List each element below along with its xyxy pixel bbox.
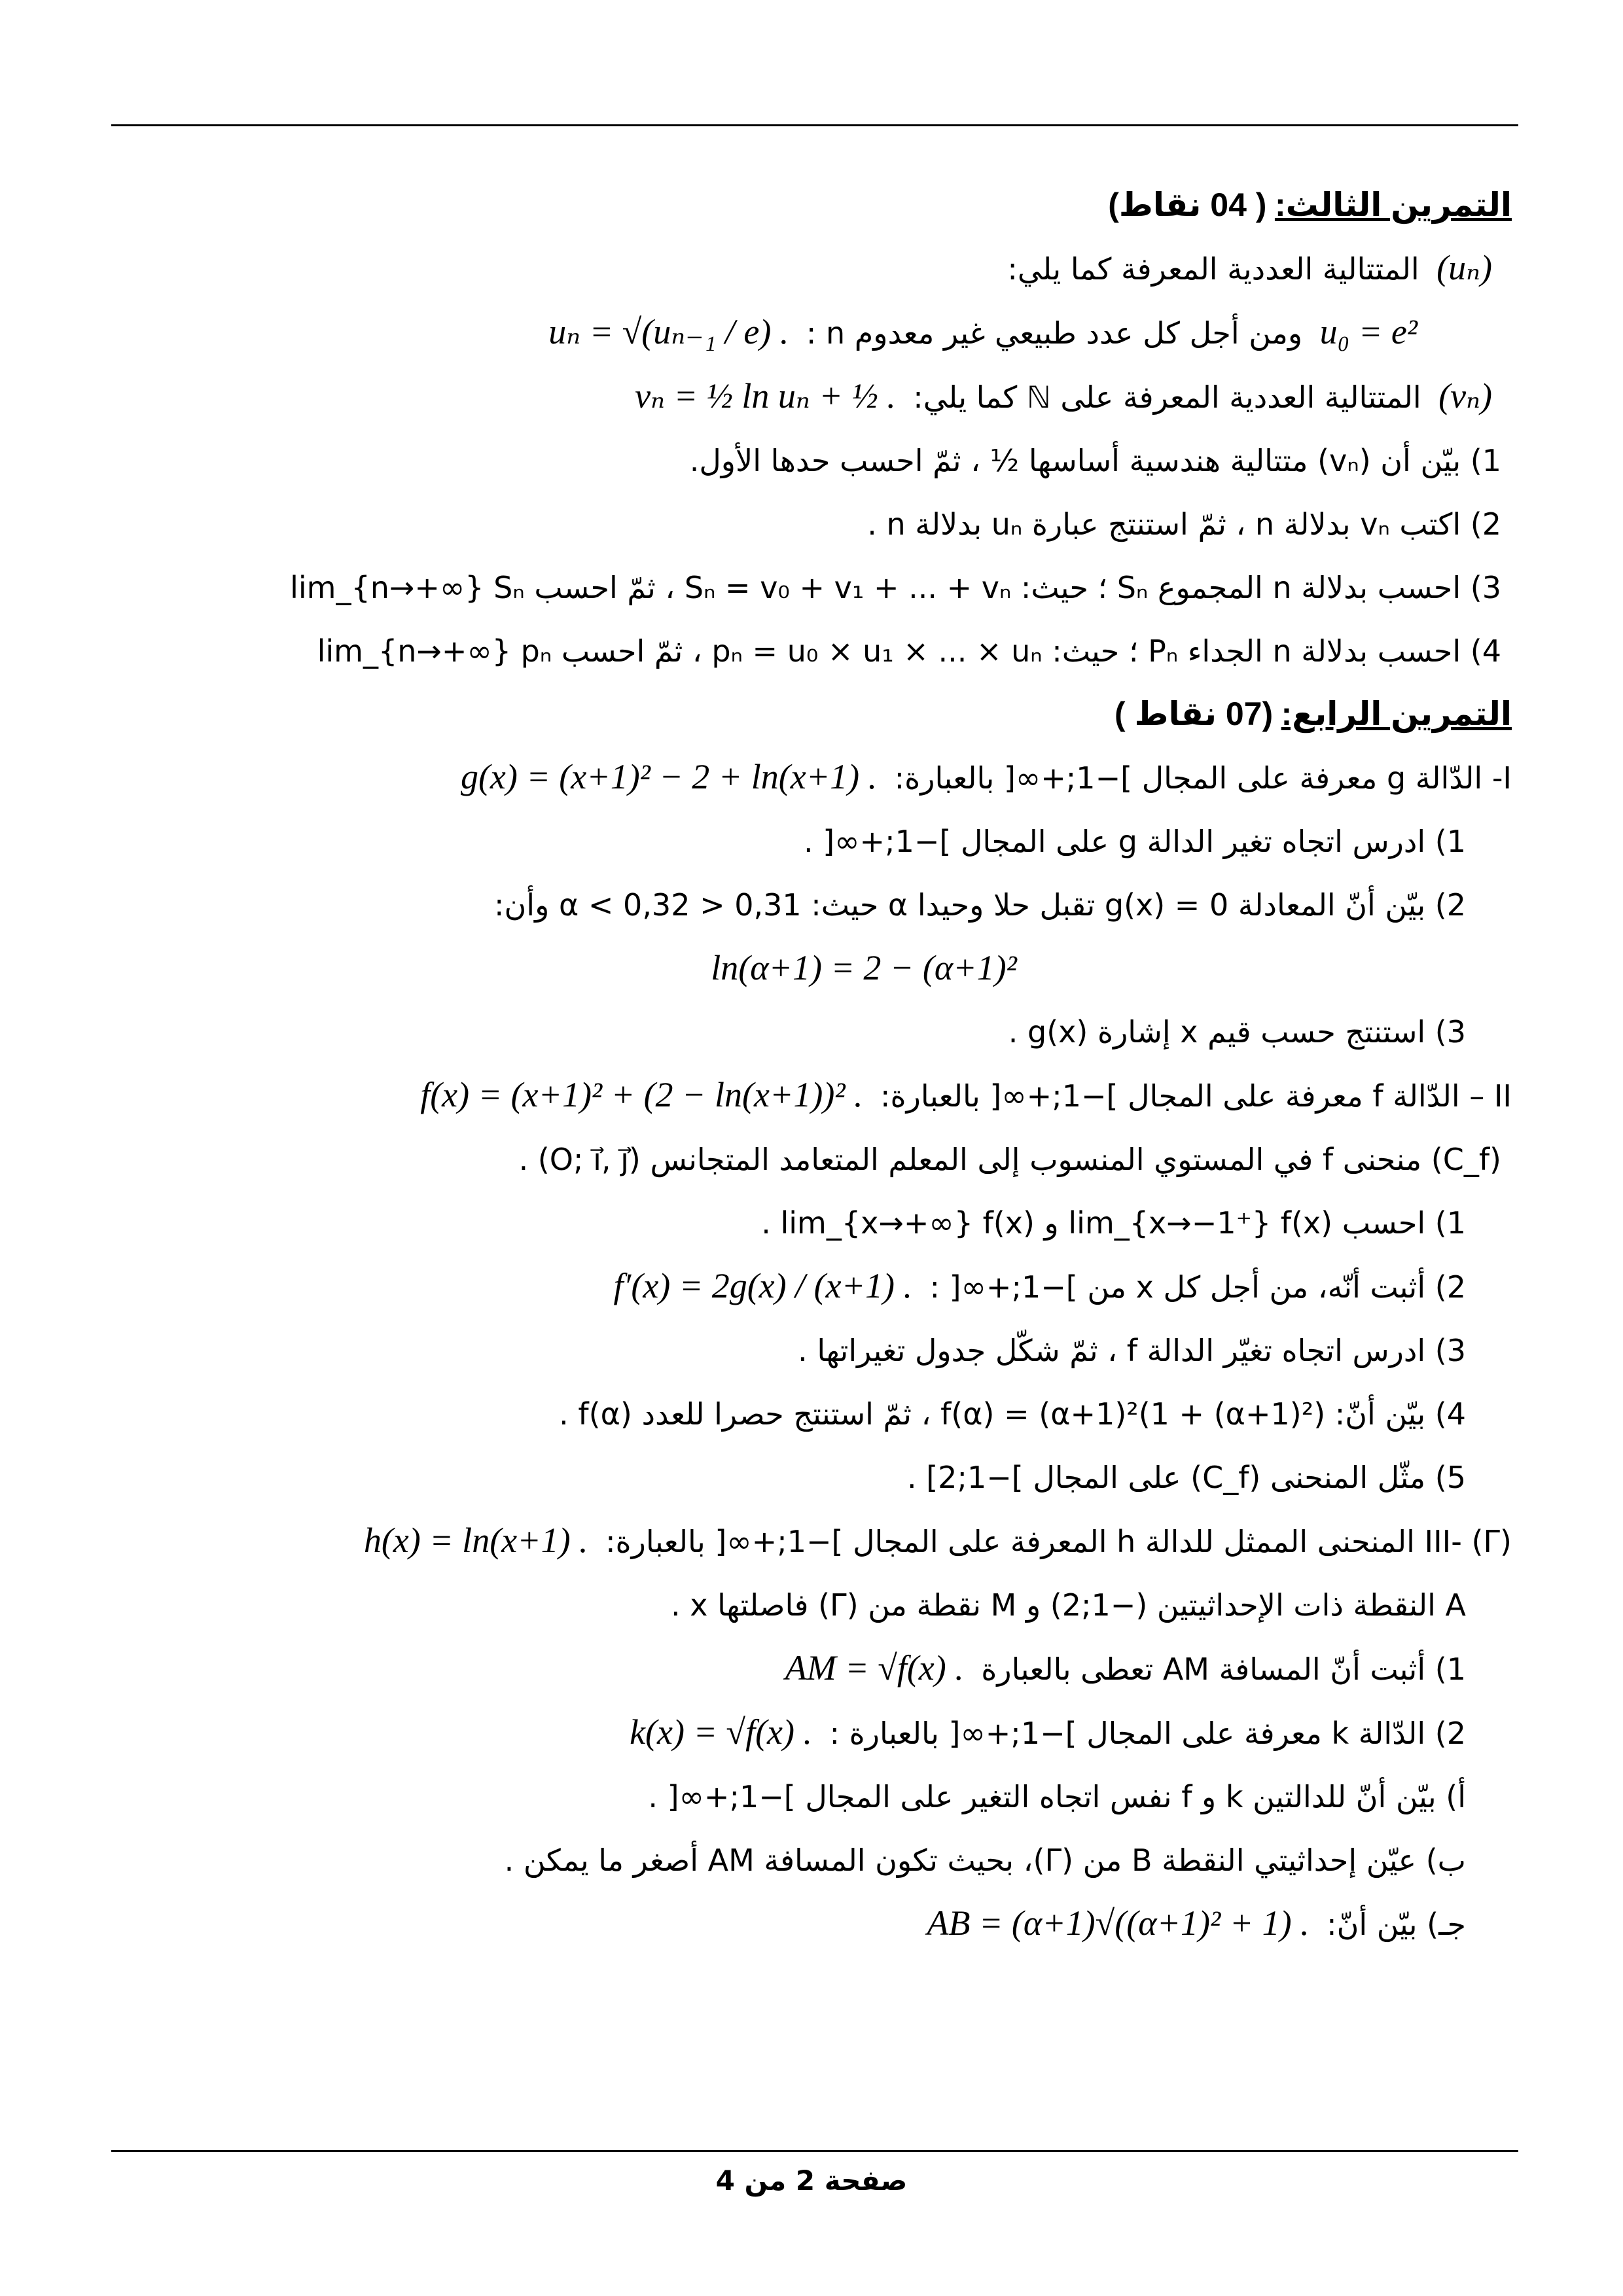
text: 2) بيّن أنّ المعادلة g(x) = 0 تقبل حلا وحيدا α حيث: 0,31 < α < 0,32 وأن:: [494, 887, 1466, 923]
text: 3) ادرس اتجاه تغيّر الدالة f ، ثمّ شكّل جدول تغيراتها .: [798, 1333, 1466, 1368]
ex3-title: [216, 173, 1512, 236]
ex4-line-19: [216, 1892, 1512, 1956]
ex4-line-17: [216, 1765, 1512, 1828]
text: III- (Γ) المنحنى الممثل للدالة h المعرفة على المجال ]−1;+∞[ بالعبارة:: [605, 1524, 1512, 1559]
text: 5) مثّل المنحنى (C_f) على المجال ]−1;2] .: [906, 1460, 1466, 1495]
ex4-line-1: [216, 745, 1512, 809]
ex3-line-6: [216, 556, 1512, 619]
ex4-line-10: [216, 1318, 1512, 1382]
ex3-line-4: [216, 429, 1512, 492]
text: ومن أجل كل عدد طبيعي غير معدوم n :: [806, 315, 1303, 351]
ex4-line-8: [216, 1191, 1512, 1254]
text: 1) احسب lim_{x→−1⁺} f(x) و lim_{x→+∞} f(x) .: [761, 1205, 1466, 1241]
document-body: [216, 173, 1512, 1956]
text: جـ) بيّن أنّ:: [1327, 1907, 1466, 1942]
math: u₀ = e²: [1319, 312, 1418, 351]
ex4-line-5: [216, 1000, 1512, 1063]
ex3-line-5: [216, 492, 1512, 556]
ex4-line-9: [216, 1254, 1512, 1318]
ex4-line-3: [216, 873, 1512, 936]
ex3-line-1: [216, 236, 1512, 300]
ex4-line-12: [216, 1445, 1512, 1509]
ex4-line-13: [216, 1509, 1512, 1573]
math: (uₙ): [1436, 248, 1492, 287]
bottom-rule: [111, 2150, 1518, 2152]
top-rule: [111, 124, 1518, 126]
text: 1) ادرس اتجاه تغير الدالة g على المجال ]−1;+∞[ .: [804, 824, 1466, 859]
text: المتتالية العددية المعرفة كما يلي:: [1007, 251, 1419, 287]
text: A النقطة ذات الإحداثيتين (−1;2) و M نقطة من (Γ) فاصلتها x .: [670, 1587, 1466, 1623]
ex3-line-2: [216, 300, 1512, 364]
math: (vₙ): [1438, 376, 1492, 415]
text: 3) استنتج حسب قيم x إشارة g(x) .: [1008, 1014, 1466, 1050]
text: أ) بيّن أنّ للدالتين k و f نفس اتجاه التغير على المجال ]−1;+∞[ .: [648, 1779, 1466, 1814]
text: 2) اكتب vₙ بدلالة n ، ثمّ استنتج عبارة uₙ بدلالة n .: [867, 506, 1501, 542]
text: ب) عيّن إحداثيتي النقطة B من (Γ)، بحيث تكون المسافة AM أصغر ما يمكن .: [504, 1843, 1466, 1878]
ex3-heading: التمرين الثالث:: [1274, 186, 1512, 223]
math: AB = (α+1)√((α+1)² + 1) .: [927, 1903, 1310, 1943]
text: 2) أثبت أنّه، من أجل كل x من ]−1;+∞[ :: [929, 1269, 1466, 1305]
ex4-title: [216, 682, 1512, 745]
math: ln(α+1) = 2 − (α+1)²: [711, 948, 1017, 987]
math: AM = √f(x) .: [785, 1648, 964, 1687]
math: g(x) = (x+1)² − 2 + ln(x+1) .: [460, 757, 878, 796]
ex4-line-2: [216, 809, 1512, 873]
text: 1) بيّن أن (vₙ) متتالية هندسية أساسها ½ ، ثمّ احسب حدها الأول.: [689, 443, 1501, 478]
text: I- الدّالة g معرفة على المجال ]−1;+∞[ بالعبارة:: [894, 760, 1512, 796]
math: f′(x) = 2g(x) / (x+1) .: [613, 1266, 913, 1305]
math-2: uₙ = √(uₙ₋₁ / e) .: [548, 312, 789, 351]
ex4-heading: التمرين الرابع:: [1281, 696, 1512, 732]
ex4-line-4: [216, 936, 1512, 1000]
ex4-line-15: [216, 1636, 1512, 1701]
math: f(x) = (x+1)² + (2 − ln(x+1))² .: [420, 1075, 863, 1114]
math-2: vₙ = ½ ln uₙ + ½ .: [635, 376, 896, 415]
ex4-line-16: [216, 1701, 1512, 1765]
text: 2) الدّالة k معرفة على المجال ]−1;+∞[ بالعبارة :: [829, 1716, 1466, 1751]
ex3-points: ( 04 نقاط): [1108, 186, 1267, 223]
ex4-line-11: [216, 1382, 1512, 1445]
text: (C_f) منحنى f في المستوي المنسوب إلى المعلم المتعامد المتجانس (O; i⃗, j⃗) .: [518, 1142, 1501, 1177]
ex3-line-3: [216, 364, 1512, 429]
page-number: صفحة 2 من 4: [715, 2164, 908, 2197]
math: k(x) = √f(x) .: [630, 1712, 813, 1752]
text: 4) احسب بدلالة n الجداء Pₙ ؛ حيث: pₙ = u₀ × u₁ × ... × uₙ ، ثمّ احسب lim_{n→+∞} pₙ: [317, 633, 1501, 669]
text: 3) احسب بدلالة n المجموع Sₙ ؛ حيث: Sₙ = v₀ + v₁ + ... + vₙ ، ثمّ احسب lim_{n→+∞} Sₙ: [290, 570, 1501, 605]
text: 4) بيّن أنّ: f(α) = (α+1)²(1 + (α+1)²) ، ثمّ استنتج حصرا للعدد f(α) .: [559, 1396, 1466, 1432]
text: II – الدّالة f معرفة على المجال ]−1;+∞[ بالعبارة:: [880, 1078, 1512, 1114]
ex4-points: (07 نقاط ): [1114, 696, 1274, 732]
ex4-line-7: [216, 1127, 1512, 1191]
math: h(x) = ln(x+1) .: [363, 1521, 588, 1560]
ex4-line-18: [216, 1828, 1512, 1892]
text: 1) أثبت أنّ المسافة AM تعطى بالعبارة: [981, 1651, 1466, 1687]
ex4-line-6: [216, 1063, 1512, 1127]
text: المتتالية العددية المعرفة على ℕ كما يلي:: [913, 380, 1421, 415]
ex3-line-7: [216, 619, 1512, 682]
ex4-line-14: [216, 1573, 1512, 1636]
